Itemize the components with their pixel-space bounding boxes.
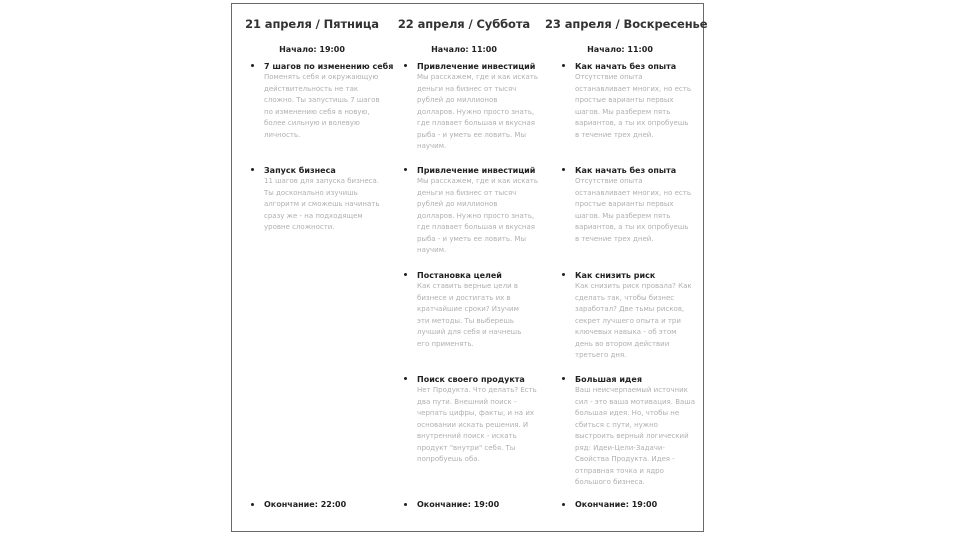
item-description: Отсутствие опыта останавливает многих, но есть простые варианты первых шагов. Мы разберем пять вариантов, а ты их опробуешь в течение трех дней. xyxy=(575,177,691,243)
program-item xyxy=(264,61,416,141)
end-time-label: Окончание: 19:00 xyxy=(417,500,500,509)
end-time xyxy=(264,500,346,509)
item-description: Ваш неисчерпаемый источник сил - это ваша мотивация. Ваша большая идея. Но, чтобы не сбиться с пути, нужно выстроить верный логический ряд: Идеи-Цели-Задачи- Свойства Продукта. Идея - отправная точка и ядро большого бизнеса. xyxy=(575,386,695,486)
bullet-icon xyxy=(562,168,565,171)
bullet-icon xyxy=(562,503,565,506)
day-heading: 21 апреля / Пятница xyxy=(245,17,379,31)
start-time: Начало: 11:00 xyxy=(587,45,653,54)
bullet-icon xyxy=(251,64,254,67)
program-item xyxy=(417,165,569,257)
program-item xyxy=(575,165,727,245)
bullet-icon xyxy=(404,168,407,171)
bullet-icon xyxy=(404,377,407,380)
item-title: Привлечение инвестиций xyxy=(417,62,536,71)
day-column-friday xyxy=(237,17,394,509)
start-time: Начало: 19:00 xyxy=(279,45,345,54)
item-title: Постановка целей xyxy=(417,271,502,280)
item-description: Мы расскажем, где и как искать деньги на бизнес от тысяч рублей до миллионов долларов. Нужно просто знать, где плавает большая и вкусная рыба - и уметь ее ловить. Мы научим. xyxy=(417,73,538,150)
end-time xyxy=(417,500,499,509)
item-title: Как снизить риск xyxy=(575,271,656,280)
program-item xyxy=(575,374,727,489)
item-description: Отсутствие опыта останавливает многих, но есть простые варианты первых шагов. Мы разберем пять вариантов, а ты их опробуешь в течение трех дней. xyxy=(575,73,691,139)
start-time: Начало: 11:00 xyxy=(431,45,497,54)
program-item xyxy=(264,165,416,234)
program-item xyxy=(417,374,569,466)
program-item xyxy=(575,270,727,362)
bullet-icon xyxy=(404,503,407,506)
item-title: 7 шагов по изменению себя xyxy=(264,62,394,71)
item-title: Привлечение инвестиций xyxy=(417,166,536,175)
bullet-icon xyxy=(251,503,254,506)
program-item xyxy=(417,270,569,350)
bullet-icon xyxy=(251,168,254,171)
day-heading: 23 апреля / Воскресенье xyxy=(545,17,708,31)
program-item xyxy=(417,61,569,153)
schedule-frame xyxy=(231,3,708,532)
item-title: Как начать без опыта xyxy=(575,62,677,71)
day-column-saturday xyxy=(389,17,539,509)
end-time-label: Окончание: 22:00 xyxy=(264,500,347,509)
bullet-icon xyxy=(562,377,565,380)
item-description: Как ставить верные цели в бизнесе и достигать их в кратчайшие сроки? Изучим эти методы. Ты выберешь лучший для себя и начнешь его применять. xyxy=(417,282,522,348)
bullet-icon xyxy=(404,273,407,276)
item-title: Запуск бизнеса xyxy=(264,166,336,175)
bullet-icon xyxy=(562,273,565,276)
item-title: Как начать без опыта xyxy=(575,166,677,175)
program-item xyxy=(575,61,727,141)
item-description: 11 шагов для запуска бизнеса. Ты досконально изучишь алгоритм и сможешь начинать сразу же - на подходящем уровне сложности. xyxy=(264,177,380,231)
item-title: Большая идея xyxy=(575,375,642,384)
bullet-icon xyxy=(562,64,565,67)
day-column-sunday xyxy=(545,17,708,509)
end-time-label: Окончание: 19:00 xyxy=(575,500,658,509)
item-description: Как снизить риск провала? Как сделать так, чтобы бизнес заработал? Две тьмы рисков, секрет лучшего опыта и три ключевых навыка - об этом день во втором действии третьего дня. xyxy=(575,282,692,359)
day-heading: 22 апреля / Суббота xyxy=(397,17,531,31)
item-title: Поиск своего продукта xyxy=(417,375,525,384)
item-description: Поменять себя и окружающую действительность не так сложно. Ты запустишь 7 шагов по изменению себя в новую, более сильную и волевую личность. xyxy=(264,73,380,139)
item-description: Мы расскажем, где и как искать деньги на бизнес от тысяч рублей до миллионов долларов. Нужно просто знать, где плавает большая и вкусная рыба - и уметь ее ловить. Мы научим. xyxy=(417,177,538,254)
end-time xyxy=(575,500,657,509)
item-description: Нет Продукта. Что делать? Есть два пути. Внешний поиск - черпать цифры, факты, и на их основании искать решения. И внутренний поиск - искать продукт "внутри" себя. Ты попробуешь оба. xyxy=(417,386,537,463)
bullet-icon xyxy=(404,64,407,67)
